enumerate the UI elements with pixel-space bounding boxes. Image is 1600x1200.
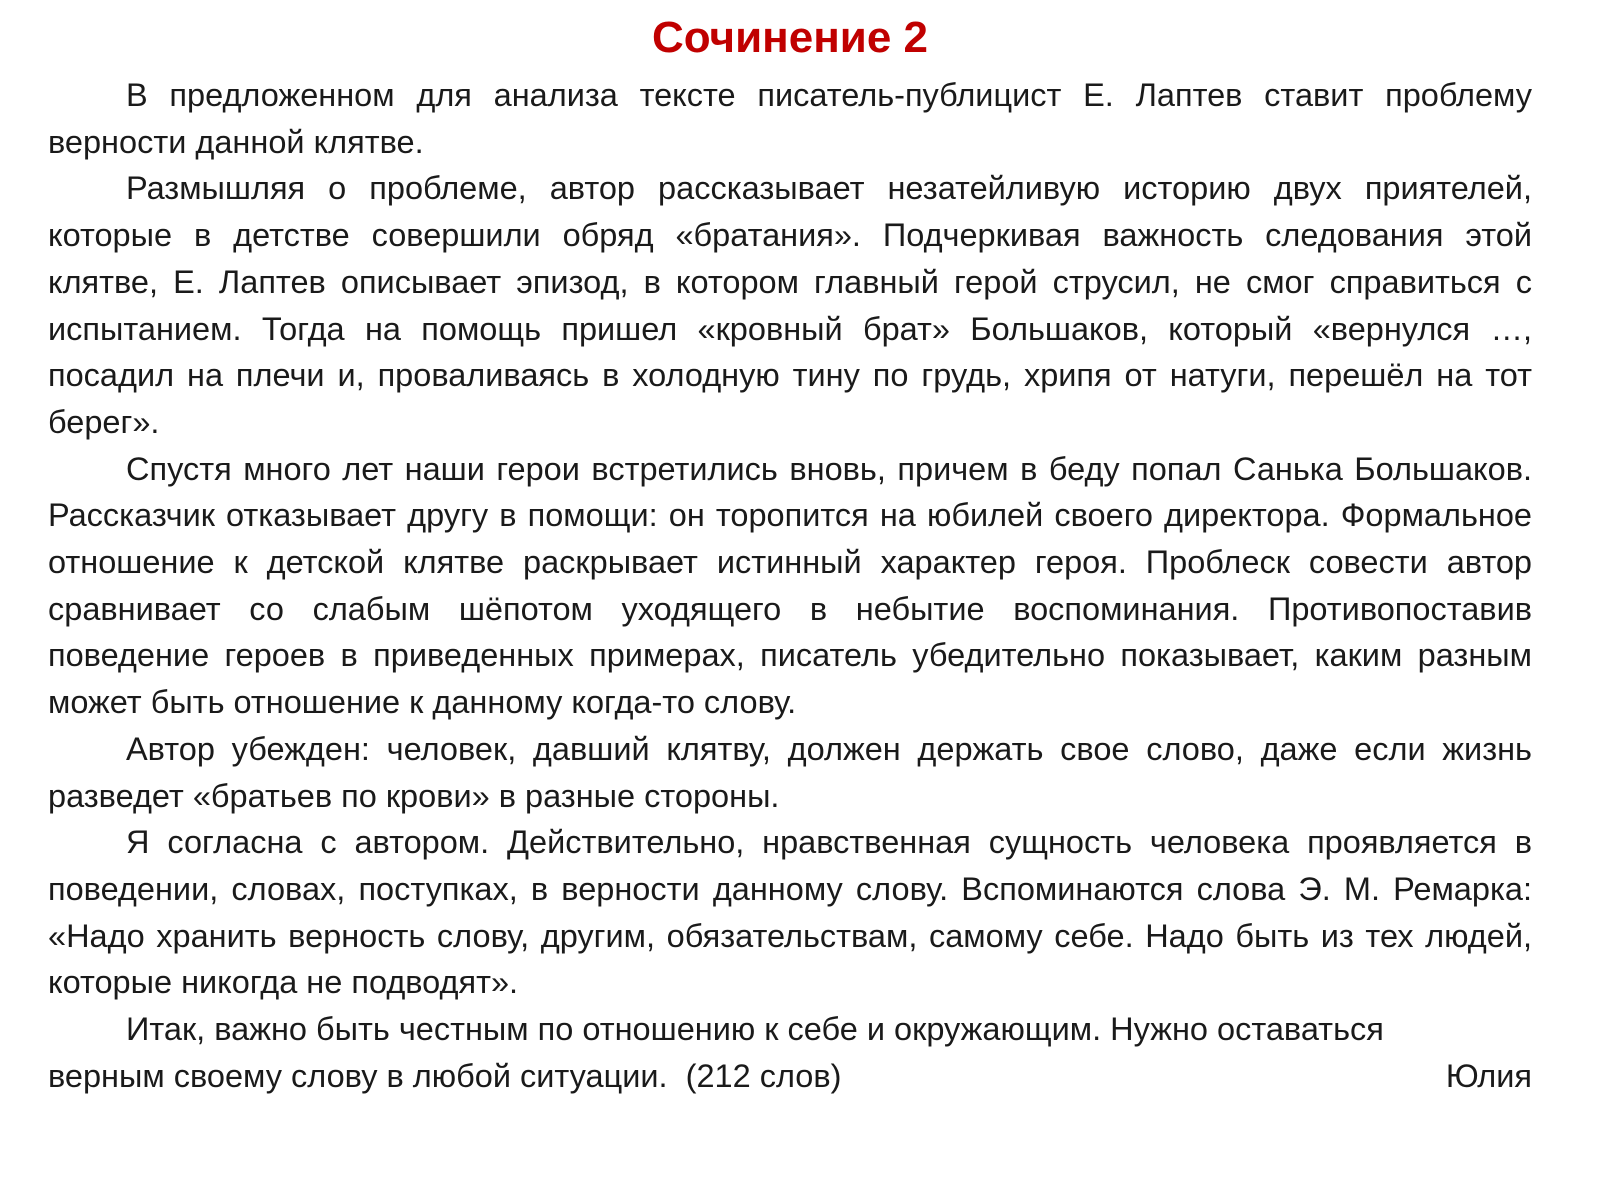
closing-line-2: верным своему слову в любой ситуации. (212 слов) <box>48 1057 842 1094</box>
paragraph-4: Автор убежден: человек, давший клятву, должен держать свое слово, даже если жизнь разведет «братьев по крови» в разные стороны. <box>48 730 1532 814</box>
essay-title: Сочинение 2 <box>652 13 928 62</box>
closing-signature-line <box>48 1053 1532 1100</box>
paragraph-1: В предложенном для анализа тексте писатель-публицист Е. Лаптев ставит проблему верности данной клятве. <box>48 77 1532 160</box>
essay-body <box>48 72 1532 1099</box>
paragraph-3: Спустя много лет наши герои встретились вновь, причем в беду попал Санька Большаков. Рассказчик отказывает другу в помощи: он торопится на юбилей своего директора. Формальное отношение к детской клятве раскрывает истинный характер героя. Проблеск совести автор сравнивает со слабым шёпотом уходящего в небытие воспоминания. Противопоставив поведение героев в приведенных примерах, писатель убедительно показывает, каким разным может быть отношение к данному когда-то слову. <box>48 450 1532 721</box>
closing-line-1: Итак, важно быть честным по отношению к себе и окружающим. Нужно оставаться <box>126 1011 1384 1048</box>
paragraph-6 <box>48 1006 1532 1053</box>
paragraph-5: Я согласна с автором. Действительно, нравственная сущность человека проявляется в поведении, словах, поступках, в верности данному слову. Вспоминаются слова Э. М. Ремарка: «Надо хранить верность слову, другим, обязательствам, самому себе. Надо быть из тех людей, которые никогда не подводят». <box>48 824 1532 1001</box>
author-name: Юлия <box>1445 1057 1532 1094</box>
paragraph-2: Размышляя о проблеме, автор рассказывает незатейливую историю двух приятелей, которые в детстве совершили обряд «братания». Подчеркивая важность следования этой клятве, Е. Лаптев описывает эпизод, в котором главный герой струсил, не смог справиться с испытанием. Тогда на помощь пришел «кровный брат» Большаков, который «вернулся …, посадил на плечи и, проваливаясь в холодную тину по грудь, хрипя от натуги, перешёл на тот берег». <box>48 170 1532 440</box>
document-page <box>48 0 1532 1200</box>
